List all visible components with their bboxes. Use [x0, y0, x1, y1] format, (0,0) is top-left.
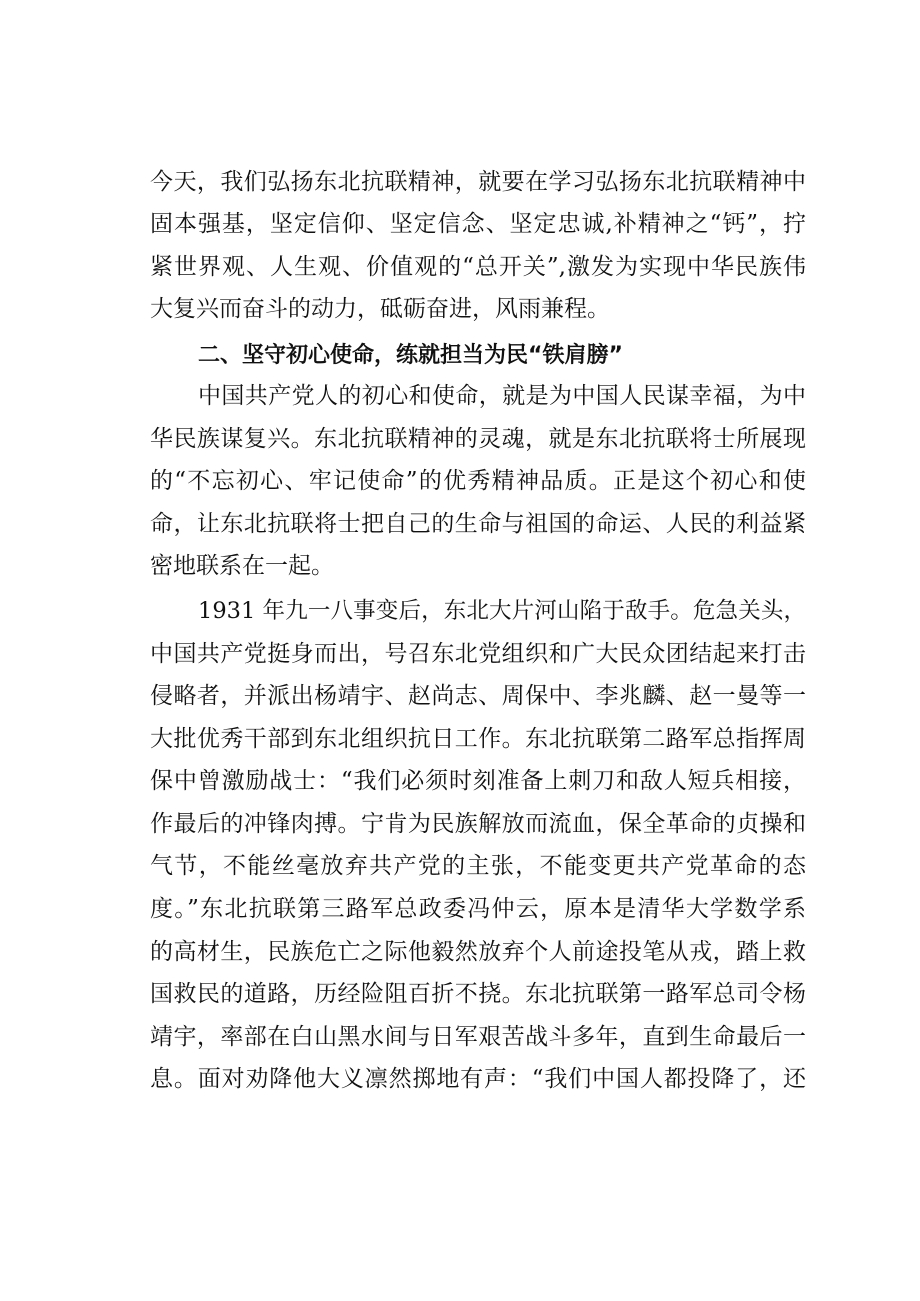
paragraph-3-line-1: 1931 年九一八事变后，东北大片河山陷于敌手。危急关头，	[198, 598, 806, 624]
paragraph-3-line-5: 保中曾激励战士：“我们必须时刻准备上刺刀和敌人短兵相接，	[150, 768, 806, 794]
paragraph-1-line-3: 紧世界观、人生观、价值观的“总开关”,激发为实现中华民族伟	[150, 254, 806, 280]
paragraph-3-line-9: 的高材生，民族危亡之际他毅然放弃个人前途投笔从戎，踏上救	[150, 939, 806, 965]
paragraph-3-line-10: 国救民的道路，历经险阻百折不挠。东北抗联第一路军总司令杨	[150, 981, 806, 1007]
paragraph-3-line-8: 度。”东北抗联第三路军总政委冯仲云，原本是清华大学数学系	[150, 896, 806, 922]
paragraph-3-line-4: 大批优秀干部到东北组织抗日工作。东北抗联第二路军总指挥周	[150, 726, 806, 752]
paragraph-3-line-11: 靖宇，率部在白山黑水间与日军艰苦战斗多年，直到生命最后一	[150, 1024, 806, 1050]
paragraph-2-line-4: 命，让东北抗联将士把自己的生命与祖国的命运、人民的利益紧	[150, 511, 806, 537]
paragraph-2-line-3: 的“不忘初心、牢记使命”的优秀精神品质。正是这个初心和使	[150, 468, 806, 494]
paragraph-3-line-2: 中国共产党挺身而出，号召东北党组织和广大民众团结起来打击	[150, 641, 806, 667]
paragraph-3-line-12: 息。面对劝降他大义凛然掷地有声：“我们中国人都投降了，还	[150, 1066, 806, 1092]
paragraph-2-line-5: 密地联系在一起。	[150, 553, 334, 579]
paragraph-3-line-6: 作最后的冲锋肉搏。宁肯为民族解放而流血，保全革命的贞操和	[150, 811, 806, 837]
section-heading: 二、坚守初心使命，练就担当为民“铁肩膀”	[198, 343, 623, 368]
paragraph-1-line-4: 大复兴而奋斗的动力，砥砺奋进，风雨兼程。	[150, 296, 610, 322]
paragraph-1-line-2: 固本强基，坚定信仰、坚定信念、坚定忠诚,补精神之“钙”，拧	[150, 211, 806, 237]
paragraph-1-line-1: 今天，我们弘扬东北抗联精神，就要在学习弘扬东北抗联精神中	[150, 169, 806, 195]
paragraph-2-line-1: 中国共产党人的初心和使命，就是为中国人民谋幸福，为中	[198, 383, 806, 409]
paragraph-3-line-7: 气节，不能丝毫放弃共产党的主张，不能变更共产党革命的态	[150, 853, 806, 879]
paragraph-2-line-2: 华民族谋复兴。东北抗联精神的灵魂，就是东北抗联将士所展现	[150, 426, 806, 452]
paragraph-3-line-3: 侵略者，并派出杨靖宇、赵尚志、周保中、李兆麟、赵一曼等一	[150, 683, 806, 709]
